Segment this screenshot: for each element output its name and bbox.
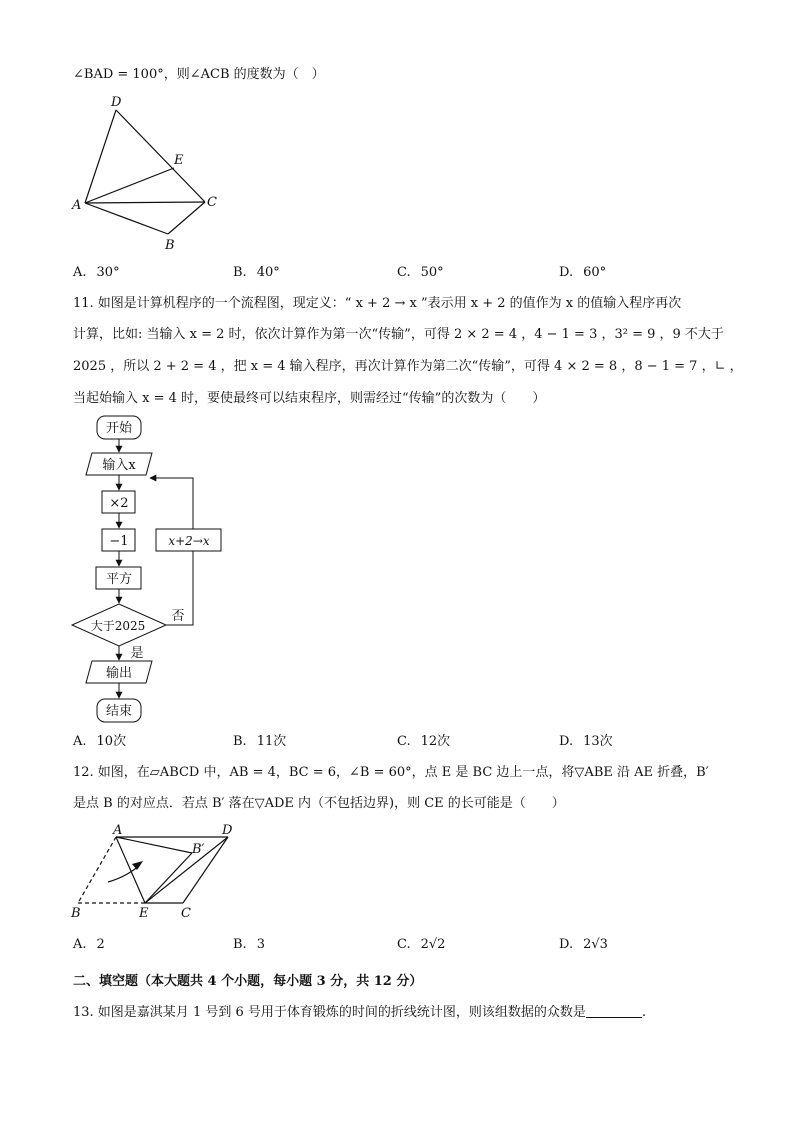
q12-segment-bpe: [145, 853, 192, 903]
q10-label-e: E: [174, 153, 184, 168]
q11-line-4: 当起始输入 x = 4 时，要使最终可以结束程序，则需经过“传输”的次数为（ ）: [73, 391, 546, 406]
q12-line-2: 是点 B 的对应点．若点 B′ 落在▽ADE 内（不包括边界)，则 CE 的长可能是（ ）: [73, 796, 565, 811]
q12-line-1: 12. 如图，在▱ABCD 中，AB = 4，BC = 6，∠B = 60°，点 E 是 BC 边上一点，将▽ABE 沿 AE 折叠，B′: [73, 765, 709, 780]
q12-option-a[interactable]: A. 2: [73, 937, 105, 952]
q10-option-c[interactable]: C. 50°: [397, 265, 444, 280]
q12-segment-dc: [183, 837, 228, 903]
flow-output-text: 输出: [105, 666, 133, 681]
q11-option-a[interactable]: A. 10次: [73, 734, 127, 749]
q10-label-a: A: [72, 198, 82, 213]
q11-line-1: 11. 如图是计算机程序的一个流程图，现定义：“ x + 2 → x ”表示用 x + 2 的值作为 x 的值输入程序再次: [73, 296, 682, 311]
q12-label-c: C: [181, 906, 191, 921]
q12-option-b[interactable]: B. 3: [233, 937, 265, 952]
q11-option-d[interactable]: D. 13次: [559, 734, 613, 749]
q12-options: [73, 936, 733, 954]
flow-end-text: 结束: [105, 704, 133, 719]
q12-option-c[interactable]: C. 2√2: [397, 937, 446, 952]
flow-decision-text: 大于2025: [90, 619, 146, 633]
flow-loop-text: x+2→x: [168, 534, 210, 548]
flow-no-label: 否: [171, 609, 185, 624]
q12-label-bprime: B′: [192, 842, 205, 857]
q12-fold-arrow-head: [132, 861, 143, 870]
flow-input-text: 输入x: [102, 458, 136, 473]
q12-segment-abp: [116, 837, 192, 853]
q10-option-b[interactable]: B. 40°: [233, 265, 280, 280]
q10-option-a[interactable]: A. 30°: [73, 265, 120, 280]
q12-segment-ed: [145, 837, 228, 903]
section-2-heading: 二、填空题（本大题共 4 个小题，每小题 3 分，共 12 分）: [73, 974, 423, 989]
q12-label-d: D: [222, 823, 233, 838]
q11-line-3: 2025 ，所以 2 + 2 = 4 ，把 x = 4 输入程序，再次计算作为第二次“传输”，可得 4 × 2 = 8 ，8 − 1 = 7 ，∟ ，: [73, 359, 743, 374]
flow-square-text: 平方: [105, 572, 133, 587]
q10-stem-tail: ∠BAD = 100°，则∠ACB 的度数为（ ）: [73, 67, 325, 82]
q10-label-d: D: [111, 95, 122, 110]
q12-segment-ab-dashed: [78, 837, 116, 903]
q13-stem: 13. 如图是嘉淇某月 1 号到 6 号用于体育锻炼的时间的折线统计图，则该组数据的众数是 .: [73, 1005, 647, 1020]
q12-label-e: E: [139, 906, 149, 921]
flow-subtract-text: −1: [109, 534, 129, 549]
q11-option-b[interactable]: B. 11次: [233, 734, 287, 749]
q10-label-c: C: [207, 195, 217, 210]
q13-answer-blank[interactable]: [586, 1004, 642, 1018]
flow-multiply-text: ×2: [109, 496, 129, 511]
q12-option-d[interactable]: D. 2√3: [559, 937, 608, 952]
q10-label-b: B: [165, 238, 175, 253]
q12-label-a: A: [113, 823, 123, 838]
flow-start-text: 开始: [105, 421, 133, 436]
flow-yes-label: 是: [130, 646, 144, 661]
q10-option-d[interactable]: D. 60°: [559, 265, 607, 280]
q12-label-b: B: [71, 906, 81, 921]
q12-segment-ae: [116, 837, 145, 903]
q11-option-c[interactable]: C. 12次: [397, 734, 451, 749]
q11-line-2: 计算，比如: 当输入 x = 2 时，依次计算作为第一次“传输”，可得 2 × 2 = 4 ，4 − 1 = 3 ，3² = 9 ，9 不大于: [73, 327, 724, 342]
